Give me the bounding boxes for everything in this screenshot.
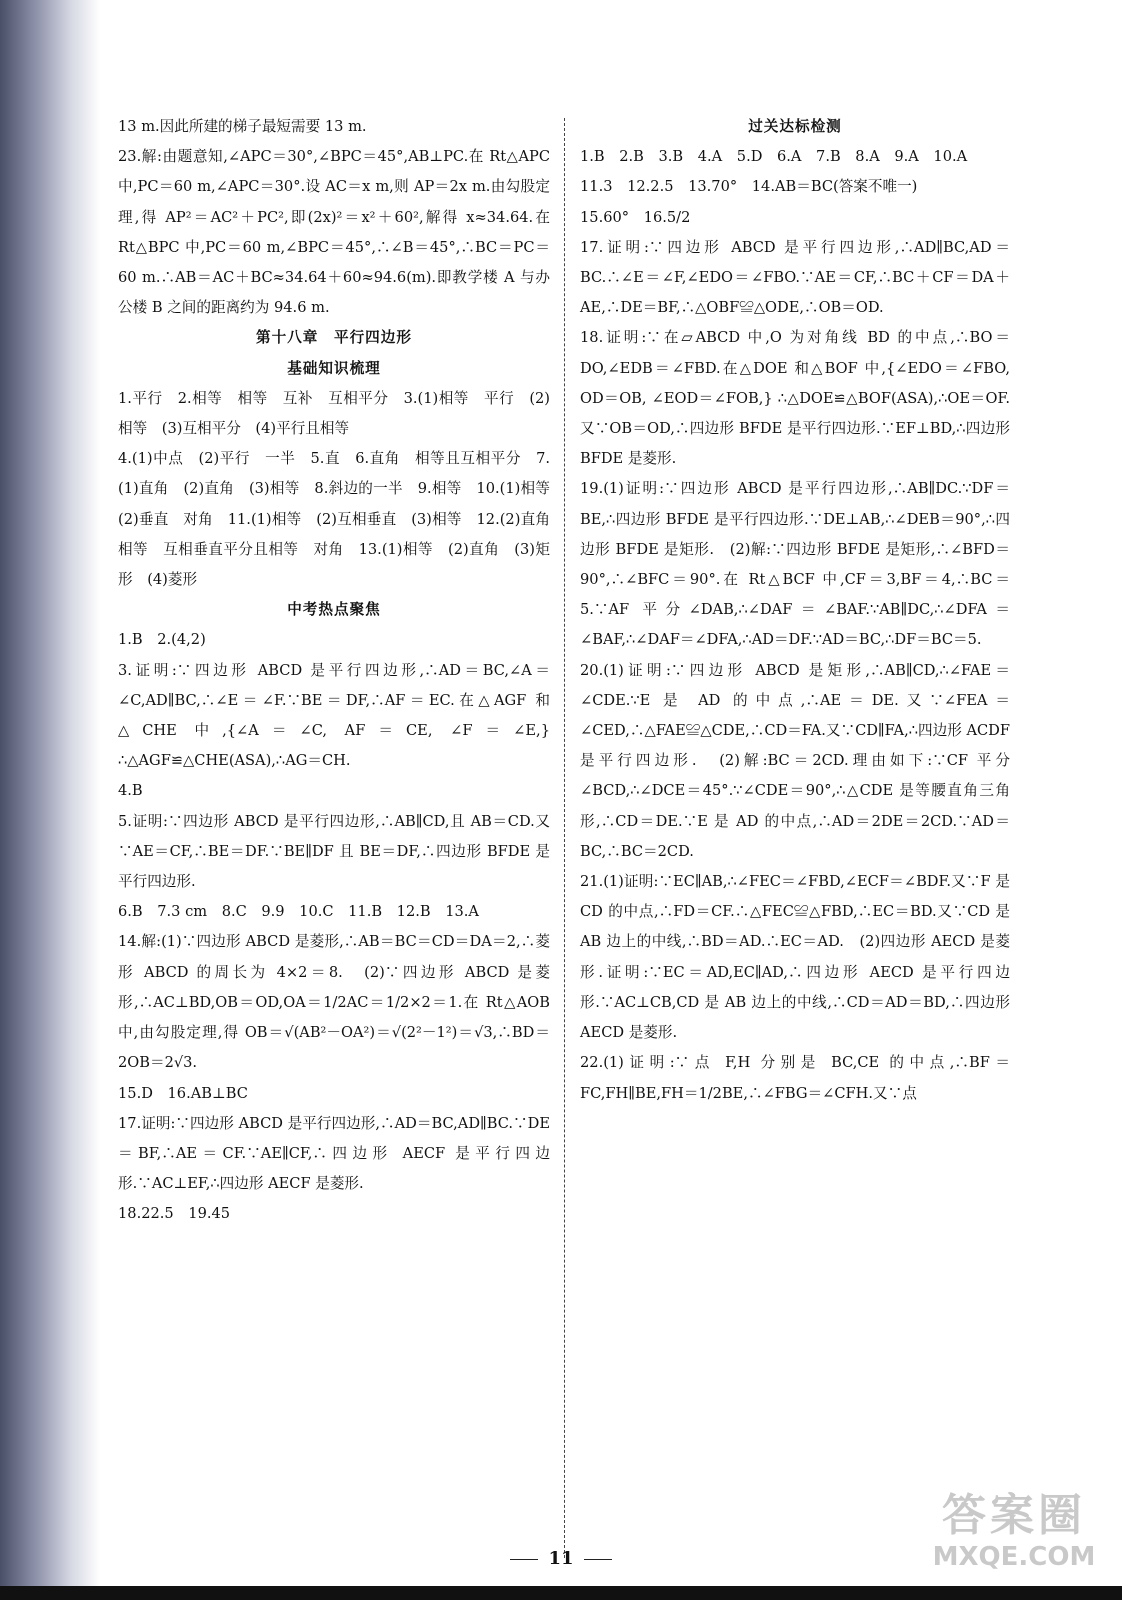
answer-14: 14.解:(1)∵四边形 ABCD 是菱形,∴AB＝BC＝CD＝DA＝2,∴菱形 ABCD 的周长为 4×2＝8. (2)∵四边形 ABCD 是菱形,∴AC⊥BD,OB＝OD,OA＝1/2AC＝1/2×2＝1.在 Rt△AOB 中,由勾股定理,得 OB＝√(AB²－OA²)＝√(2²－1²)＝√3,∴BD＝2OB＝2√3.: [118, 933, 550, 1072]
right-column: [580, 112, 1010, 1109]
scan-bottom-bar: [0, 1586, 1122, 1600]
answer-17-proof: 17.证明:∵四边形 ABCD 是平行四边形,∴AD∥BC,AD＝BC.∴∠E＝∠F,∠EDO＝∠FBO.∵AE＝CF,∴BC＋CF＝DA＋AE,∴DE＝BF,∴△OBF≌△ODE,∴OB＝OD.: [580, 238, 1010, 317]
dash-right: [584, 1559, 612, 1560]
section-title-basics: 基础知识梳理: [287, 359, 381, 377]
answers-4-13: 4.(1)中点 (2)平行 一半 5.直 6.直角 相等且互相平分 7.(1)直角 (2)直角 (3)相等 8.斜边的一半 9.相等 10.(1)相等 (2)垂直 对角 11.(1)相等 (2)互相垂直 (3)相等 12.(2)直角 相等 互相垂直平分且相等 对角 13.(1)相等 (2)直角 (3)矩形 (4)菱形: [118, 450, 565, 589]
page-number-text: 11: [548, 1548, 574, 1569]
answer-19: 19.(1)证明:∵四边形 ABCD 是平行四边形,∴AB∥DC.∵DF＝BE,∴四边形 BFDE 是平行四边形.∵DE⊥AB,∴∠DEB＝90°,∴四边形 BFDE 是矩形. (2)解:∵四边形 BFDE 是矩形,∴∠BFD＝90°,∴∠BFC＝90°.在 Rt△BCF 中,CF＝3,BF＝4,∴BC＝5.∵AF 平分∠DAB,∴∠DAF＝∠BAF.∵AB∥DC,∴∠DFA＝∠BAF,∴∠DAF＝∠DFA,∴AD＝DF.∵AD＝BC,∴DF＝BC＝5.: [580, 480, 1010, 649]
answers-11-14: 11.3 12.2.5 13.70° 14.AB＝BC(答案不唯一): [580, 178, 918, 196]
answer-17-proof: 17.证明:∵四边形 ABCD 是平行四边形,∴AD＝BC,AD∥BC.∵DE＝BF,∴AE＝CF.∵AE∥CF,∴四边形 AECF 是平行四边形.∵AC⊥EF,∴四边形 AECF 是菱形.: [118, 1114, 550, 1193]
text-line: 13 m.因此所建的梯子最短需要 13 m.: [118, 118, 367, 135]
answers-1-2: 1.B 2.(4,2): [118, 631, 206, 649]
answers-6-13: 6.B 7.3 cm 8.C 9.9 10.C 11.B 12.B 13.A: [118, 903, 479, 921]
answer-4: 4.B: [118, 782, 143, 800]
answers-15-16: 15.D 16.AB⊥BC: [118, 1084, 248, 1102]
answer-23: 23.解:由题意知,∠APC＝30°,∠BPC＝45°,AB⊥PC.在 Rt△APC 中,PC＝60 m,∠APC＝30°.设 AC＝x m,则 AP＝2x m.由勾股定理,得 AP²＝AC²＋PC²,即(2x)²＝x²＋60²,解得 x≈34.64.在 Rt△BPC 中,PC＝60 m,∠BPC＝45°,∴∠B＝45°,∴BC＝PC＝60 m.∴AB＝AC＋BC≈34.64＋60≈94.6(m).即教学楼 A 与办公楼 B 之间的距离约为 94.6 m.: [118, 148, 550, 317]
scan-edge-shadow: [0, 0, 100, 1600]
left-column: [118, 112, 565, 1230]
dash-left: [510, 1559, 538, 1560]
answer-3-proof: 3.证明:∵四边形 ABCD 是平行四边形,∴AD＝BC,∠A＝∠C,AD∥BC,∴∠E＝∠F.∵BE＝DF,∴AF＝EC.在△AGF 和△CHE 中,{∠A＝∠C, AF＝CE, ∠F＝∠E,} ∴△AGF≌△CHE(ASA),∴AG＝CH.: [118, 661, 550, 770]
section-title-check: 过关达标检测: [748, 118, 842, 135]
column-divider: [564, 118, 565, 1558]
section-title-exam-focus: 中考热点聚焦: [287, 601, 381, 619]
answer-5-proof: 5.证明:∵四边形 ABCD 是平行四边形,∴AB∥CD,且 AB＝CD.又∵AE＝CF,∴BE＝DF.∵BE∥DF 且 BE＝DF,∴四边形 BFDE 是平行四边形.: [118, 812, 550, 891]
answers-18-19: 18.22.5 19.45: [118, 1205, 231, 1223]
watermark-top: 答案圈: [942, 1490, 1086, 1541]
answers-1-10: 1.B 2.B 3.B 4.A 5.D 6.A 7.B 8.A 9.A 10.A: [580, 148, 968, 166]
watermark-logo: [914, 1490, 1114, 1580]
answer-18-proof: 18.证明:∵在▱ABCD 中,O 为对角线 BD 的中点,∴BO＝DO,∠EDB＝∠FBD.在△DOE 和△BOF 中,{∠EDO＝∠FBO, OD＝OB, ∠EOD＝∠FOB,} ∴△DOE≌△BOF(ASA),∴OE＝OF.又∵OB＝OD,∴四边形 BFDE 是平行四边形.∵EF⊥BD,∴四边形 BFDE 是菱形.: [580, 329, 1010, 468]
answers-15-16: 15.60° 16.5/2: [580, 208, 691, 226]
answer-20: 20.(1)证明:∵四边形 ABCD 是矩形,∴AB∥CD,∴∠FAE＝∠CDE.∵E 是 AD 的中点,∴AE＝DE.又∵∠FEA＝∠CED,∴△FAE≌△CDE,∴CD＝FA.又∵CD∥FA,∴四边形 ACDF 是平行四边形. (2)解:BC＝2CD.理由如下:∵CF 平分∠BCD,∴∠DCE＝45°.∵∠CDE＝90°,∴△CDE 是等腰直角三角形,∴CD＝DE.∵E 是 AD 的中点,∴AD＝2DE＝2CD.∵AD＝BC,∴BC＝2CD.: [580, 661, 1010, 860]
answer-21: 21.(1)证明:∵EC∥AB,∴∠FEC＝∠FBD,∠ECF＝∠BDF.又∵F 是 CD 的中点,∴FD＝CF.∴△FEC≌△FBD,∴EC＝BD.又∵CD 是 AB 边上的中线,∴BD＝AD.∴EC＝AD. (2)四边形 AECD 是菱形.证明:∵EC＝AD,EC∥AD,∴四边形 AECD 是平行四边形.∵AC⊥CB,CD 是 AB 边上的中线,∴CD＝AD＝BD,∴四边形 AECD 是菱形.: [580, 873, 1010, 1042]
watermark-bottom: MXQE.COM: [932, 1542, 1096, 1572]
answer-22: 22.(1)证明:∵点 F,H 分别是 BC,CE 的中点,∴BF＝FC,FH∥BE,FH＝1/2BE,∴∠FBG＝∠CFH.又∵点: [580, 1054, 1010, 1102]
chapter-title: 第十八章 平行四边形: [256, 329, 412, 347]
answers-1-3: 1.平行 2.相等 相等 互补 互相平分 3.(1)相等 平行 (2)相等 (3)互相平分 (4)平行且相等: [118, 389, 550, 438]
